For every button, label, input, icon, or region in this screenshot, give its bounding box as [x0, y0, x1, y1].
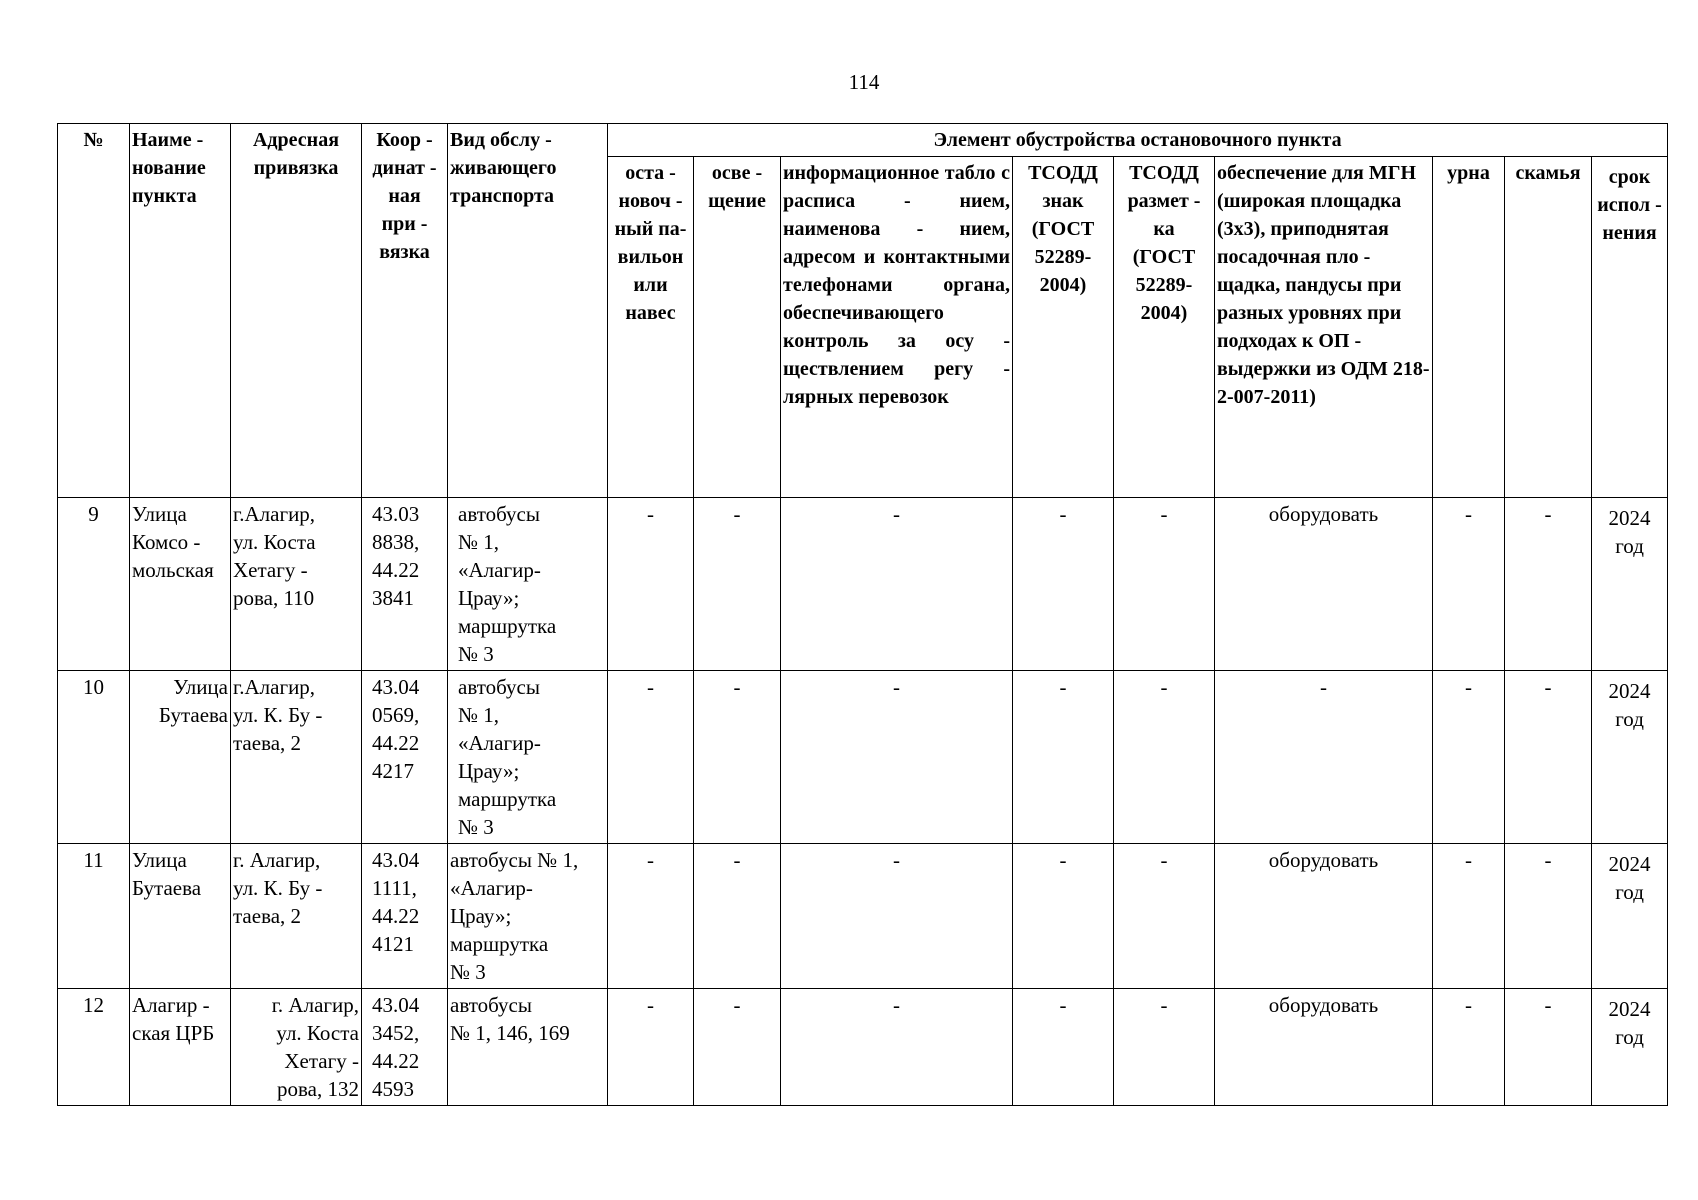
cell-pavilion: - [608, 671, 694, 844]
header-deadline: срок испол - нения [1592, 157, 1668, 498]
cell-bench: - [1505, 498, 1592, 671]
cell-transport: автобусы № 1, «Алагир- Црау»; маршрутка № 3 [448, 498, 608, 671]
cell-tsodd-sign: - [1013, 989, 1114, 1106]
cell-tsodd-sign: - [1013, 844, 1114, 989]
cell-info-board: - [781, 671, 1013, 844]
header-urn: урна [1433, 157, 1505, 498]
cell-coords: 43.04 3452, 44.22 4593 [362, 989, 448, 1106]
cell-mgn: оборудовать [1215, 989, 1433, 1106]
bus-stops-table [57, 123, 1668, 1106]
header-address: Адресная привязка [231, 124, 362, 498]
cell-name: Улица Бутаева [130, 844, 231, 989]
header-num: № [58, 124, 130, 498]
header-row [58, 124, 1668, 157]
cell-pavilion: - [608, 498, 694, 671]
cell-pavilion: - [608, 844, 694, 989]
cell-address: г. Алагир, ул. Коста Хетагу - рова, 132 [231, 989, 362, 1106]
cell-urn: - [1433, 844, 1505, 989]
cell-urn: - [1433, 671, 1505, 844]
table-row [58, 844, 1668, 989]
cell-pavilion: - [608, 989, 694, 1106]
cell-address: г.Алагир, ул. Коста Хетагу - рова, 110 [231, 498, 362, 671]
cell-address: г. Алагир, ул. К. Бу - таева, 2 [231, 844, 362, 989]
header-group: Элемент обустройства остановочного пункта [608, 124, 1668, 157]
cell-info-board: - [781, 498, 1013, 671]
cell-deadline: 2024 год [1592, 989, 1668, 1106]
cell-num: 12 [58, 989, 130, 1106]
header-transport: Вид обслу - живающего транспорта [448, 124, 608, 498]
cell-tsodd-sign: - [1013, 498, 1114, 671]
table-row [58, 671, 1668, 844]
cell-coords: 43.04 0569, 44.22 4217 [362, 671, 448, 844]
header-name: Наиме - нование пункта [130, 124, 231, 498]
cell-name: Улица Комсо - мольская [130, 498, 231, 671]
header-mgn: обеспечение для МГН (широкая площадка (3х3), приподнятая посадочная пло - щадка, пандусы при разных уровнях при подходах к ОП - выдержки из ОДМ 218-2-007-2011) [1215, 157, 1433, 498]
cell-urn: - [1433, 498, 1505, 671]
header-tsodd-marking: ТСОДД размет - ка (ГОСТ 52289- 2004) [1114, 157, 1215, 498]
cell-urn: - [1433, 989, 1505, 1106]
header-tsodd-sign: ТСОДД знак (ГОСТ 52289- 2004) [1013, 157, 1114, 498]
cell-bench: - [1505, 671, 1592, 844]
cell-name: Улица Бутаева [130, 671, 231, 844]
cell-coords: 43.04 1111, 44.22 4121 [362, 844, 448, 989]
cell-transport: автобусы № 1, «Алагир- Црау»; маршрутка № 3 [448, 844, 608, 989]
cell-deadline: 2024 год [1592, 498, 1668, 671]
cell-deadline: 2024 год [1592, 671, 1668, 844]
cell-transport: автобусы № 1, 146, 169 [448, 989, 608, 1106]
page-number: 114 [848, 70, 880, 94]
cell-num: 9 [58, 498, 130, 671]
cell-tsodd-marking: - [1114, 989, 1215, 1106]
cell-deadline: 2024 год [1592, 844, 1668, 989]
header-pavilion: оста - новоч - ный па- вильон или навес [608, 157, 694, 498]
cell-lighting: - [694, 989, 781, 1106]
cell-mgn: оборудовать [1215, 498, 1433, 671]
cell-lighting: - [694, 844, 781, 989]
cell-num: 11 [58, 844, 130, 989]
cell-info-board: - [781, 989, 1013, 1106]
cell-num: 10 [58, 671, 130, 844]
cell-bench: - [1505, 989, 1592, 1106]
cell-bench: - [1505, 844, 1592, 989]
cell-lighting: - [694, 671, 781, 844]
cell-tsodd-marking: - [1114, 498, 1215, 671]
cell-coords: 43.03 8838, 44.22 3841 [362, 498, 448, 671]
cell-tsodd-sign: - [1013, 671, 1114, 844]
header-bench: скамья [1505, 157, 1592, 498]
cell-transport: автобусы № 1, «Алагир- Црау»; маршрутка № 3 [448, 671, 608, 844]
cell-mgn: оборудовать [1215, 844, 1433, 989]
table-row [58, 498, 1668, 671]
cell-address: г.Алагир, ул. К. Бу - таева, 2 [231, 671, 362, 844]
header-info-board: информационное табло с расписа - нием, наименова - нием, адресом и контактными телефонами органа, обеспечивающего контроль за осу - ществлением регу - лярных перевозок [781, 157, 1013, 498]
header-lighting: осве - щение [694, 157, 781, 498]
cell-tsodd-marking: - [1114, 671, 1215, 844]
cell-tsodd-marking: - [1114, 844, 1215, 989]
cell-name: Алагир - ская ЦРБ [130, 989, 231, 1106]
cell-info-board: - [781, 844, 1013, 989]
cell-lighting: - [694, 498, 781, 671]
table-row [58, 989, 1668, 1106]
header-coords: Коор - динат - ная при - вязка [362, 124, 448, 498]
cell-mgn: - [1215, 671, 1433, 844]
